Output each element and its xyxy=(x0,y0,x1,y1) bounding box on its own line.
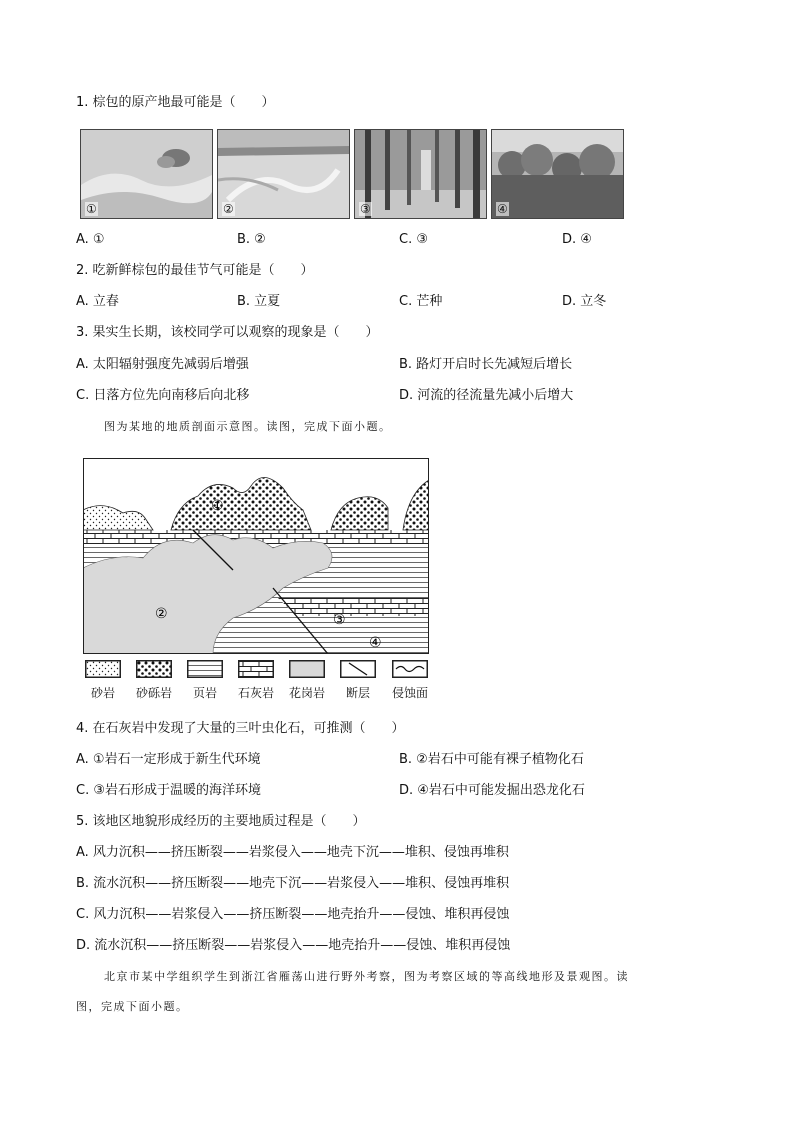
q2-option-d[interactable]: D. 立冬 xyxy=(562,294,607,309)
geological-section-diagram xyxy=(83,458,429,654)
q1-option-d[interactable]: D. ④ xyxy=(562,232,592,247)
legend-sandstone: 砂岩 xyxy=(80,660,126,701)
question-1-stem: 1. 棕包的原产地最可能是（ ） xyxy=(76,95,275,110)
legend-fault: 断层 xyxy=(335,660,381,701)
legend-shale: 页岩 xyxy=(182,660,228,701)
q5-option-a[interactable]: A. 风力沉积——挤压断裂——岩浆侵入——地壳下沉——堆积、侵蚀再堆积 xyxy=(76,845,509,860)
photo-4-rainforest xyxy=(491,129,624,219)
diagram-label-4: ④ xyxy=(369,635,382,651)
legend-limestone: 石灰岩 xyxy=(233,660,279,701)
photo-2-wetland xyxy=(217,129,350,219)
question-2-stem: 2. 吃新鲜棕包的最佳节气可能是（ ） xyxy=(76,263,314,278)
legend-granite: 花岗岩 xyxy=(284,660,330,701)
q2-option-c[interactable]: C. 芒种 xyxy=(399,294,443,309)
legend-conglomerate: 砂砾岩 xyxy=(131,660,177,701)
q5-option-c[interactable]: C. 风力沉积——岩浆侵入——挤压断裂——地壳抬升——侵蚀、堆积再侵蚀 xyxy=(76,907,510,922)
intro-yandang-line1: 北京市某中学组织学生到浙江省雁荡山进行野外考察，图为考察区域的等高线地形及景观图。读 xyxy=(104,970,629,983)
diagram-label-3: ③ xyxy=(333,612,346,628)
photo-label: ① xyxy=(86,202,97,216)
q3-option-b[interactable]: B. 路灯开启时长先减短后增长 xyxy=(399,357,573,372)
intro-geology-section: 图为某地的地质剖面示意图。读图，完成下面小题。 xyxy=(104,420,392,433)
q5-option-d[interactable]: D. 流水沉积——挤压断裂——岩浆侵入——地壳抬升——侵蚀、堆积再侵蚀 xyxy=(76,938,511,953)
photo-label: ③ xyxy=(360,202,371,216)
q3-option-c[interactable]: C. 日落方位先向南移后向北移 xyxy=(76,388,250,403)
question-5-stem: 5. 该地区地貌形成经历的主要地质过程是（ ） xyxy=(76,814,366,829)
question-4-stem: 4. 在石灰岩中发现了大量的三叶虫化石，可推测（ ） xyxy=(76,721,405,736)
legend-erosion-surface: 侵蚀面 xyxy=(386,660,434,701)
photo-1-desert xyxy=(80,129,213,219)
q4-option-b[interactable]: B. ②岩石中可能有裸子植物化石 xyxy=(399,752,584,767)
q1-option-c[interactable]: C. ③ xyxy=(399,232,428,247)
diagram-label-2: ② xyxy=(155,606,168,622)
photo-3-forest xyxy=(354,129,487,219)
q5-option-b[interactable]: B. 流水沉积——挤压断裂——地壳下沉——岩浆侵入——堆积、侵蚀再堆积 xyxy=(76,876,510,891)
photo-label: ④ xyxy=(497,202,508,216)
q3-option-a[interactable]: A. 太阳辐射强度先减弱后增强 xyxy=(76,357,249,372)
q1-option-b[interactable]: B. ② xyxy=(237,232,266,247)
q4-option-a[interactable]: A. ①岩石一定形成于新生代环境 xyxy=(76,752,261,767)
q2-option-a[interactable]: A. 立春 xyxy=(76,294,119,309)
q3-option-d[interactable]: D. 河流的径流量先减小后增大 xyxy=(399,388,574,403)
photo-label: ② xyxy=(223,202,234,216)
q2-option-b[interactable]: B. 立夏 xyxy=(237,294,281,309)
q4-option-d[interactable]: D. ④岩石中可能发掘出恐龙化石 xyxy=(399,783,585,798)
question-3-stem: 3. 果实生长期，该校同学可以观察的现象是（ ） xyxy=(76,325,379,340)
q4-option-c[interactable]: C. ③岩石形成于温暖的海洋环境 xyxy=(76,783,261,798)
q1-option-a[interactable]: A. ① xyxy=(76,232,105,247)
intro-yandang-line2: 图，完成下面小题。 xyxy=(76,1000,189,1013)
diagram-label-1: ① xyxy=(211,498,224,514)
